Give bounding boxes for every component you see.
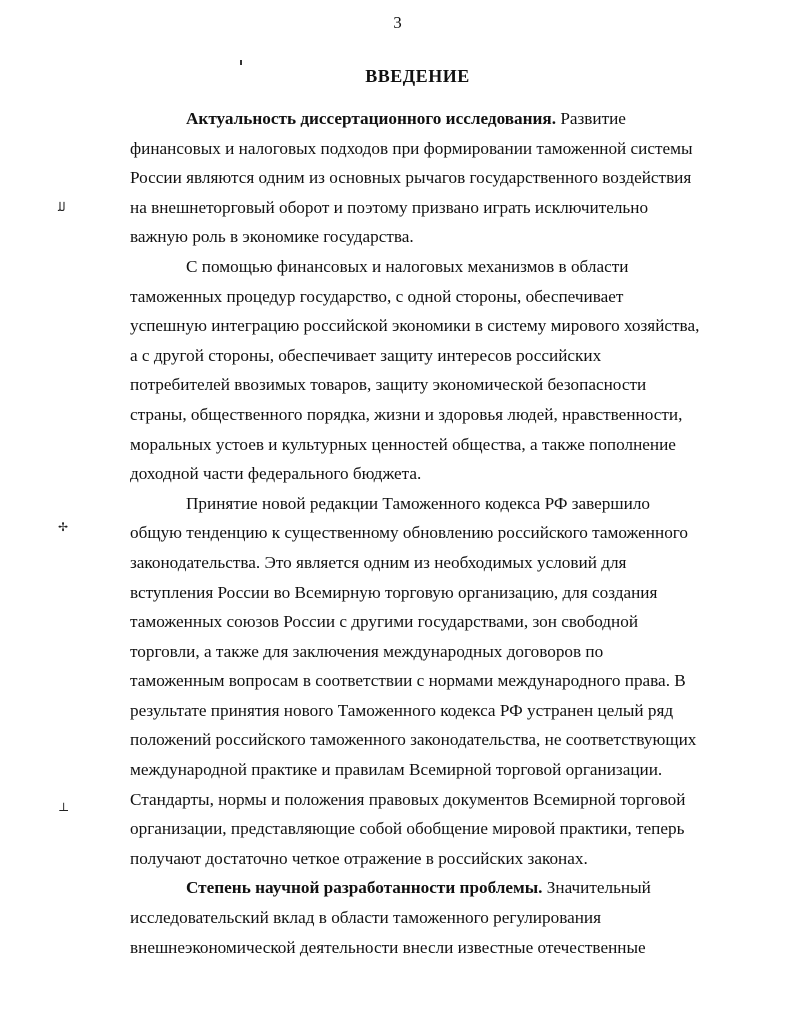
section-title: ВВЕДЕНИЕ (365, 66, 470, 86)
text-line: России являются одним из основных рычагов государственного воздействия (130, 168, 692, 188)
text-line: моральных устоев и культурных ценностей общества, а также пополнение (130, 434, 676, 454)
text-line: потребителей ввозимых товаров, защиту экономической безопасности (130, 375, 647, 395)
text-line: результате принятия нового Таможенного кодекса РФ устранен целый ряд (130, 700, 674, 720)
text-line: доходной части федерального бюджета. (130, 464, 422, 484)
text-line: международной практике и правилам Всемирной торговой организации. (130, 760, 663, 780)
text-line: получают достаточно четкое отражение в российских законах. (130, 848, 588, 868)
document-body (130, 104, 707, 962)
scan-mark (240, 60, 242, 65)
paragraph-relevance (130, 104, 707, 252)
paragraph-mechanisms (130, 252, 707, 489)
text-line: исследовательский вклад в области таможенного регулирования (130, 908, 602, 928)
text-line: торговли, а также для заключения международных договоров по (130, 641, 604, 661)
text-line: общую тенденцию к существенному обновлению российского таможенного (130, 523, 689, 543)
paragraph-lead: Степень научной разработанности проблемы. (186, 878, 543, 898)
text-line: финансовых и налоговых подходов при формировании таможенной системы (130, 138, 693, 158)
paragraph-customs-code (130, 489, 707, 874)
text-line: на внешнеторговый оборот и поэтому призвано играть исключительно (130, 197, 649, 217)
margin-scan-mark: ⊥ (58, 800, 70, 814)
text-line: Актуальность диссертационного исследования. Развитие (186, 109, 626, 128)
text-line: таможенных союзов России с другими государствами, зон свободной (130, 612, 639, 632)
text-line: важную роль в экономике государства. (130, 227, 414, 247)
text-line: законодательства. Это является одним из необходимых условий для (130, 552, 627, 572)
margin-scan-mark: ﻟﻠ (58, 200, 66, 214)
paragraph-research-degree (130, 873, 707, 962)
text-line: страны, общественного порядка, жизни и здоровья людей, нравственности, (130, 404, 683, 424)
text-line: положений российского таможенного законодательства, не соответствующих (130, 730, 697, 750)
text-line: организации, представляющие собой обобщение мировой практики, теперь (130, 819, 685, 839)
text-line: внешнеэкономической деятельности внесли известные отечественные (130, 937, 646, 957)
text-line: Степень научной разработанности проблемы. Значительный (186, 878, 651, 898)
page-number: 3 (393, 13, 402, 32)
paragraph-lead: Актуальность диссертационного исследования. (186, 109, 557, 128)
text-line: Принятие новой редакции Таможенного кодекса РФ завершило (186, 493, 650, 513)
text-line: таможенных процедур государство, с одной стороны, обеспечивает (130, 286, 624, 306)
text-line: вступления России во Всемирную торговую организацию, для создания (130, 582, 658, 602)
text-line: успешную интеграцию российской экономики в систему мирового хозяйства, (130, 316, 700, 336)
text-line: С помощью финансовых и налоговых механизмов в области (186, 256, 629, 276)
margin-scan-mark: ✢ (58, 520, 69, 534)
text-line: Стандарты, нормы и положения правовых документов Всемирной торговой (130, 789, 686, 809)
text-line: а с другой стороны, обеспечивает защиту интересов российских (130, 345, 602, 365)
text-line: таможенным вопросам в соответствии с нормами международного права. В (130, 671, 686, 691)
